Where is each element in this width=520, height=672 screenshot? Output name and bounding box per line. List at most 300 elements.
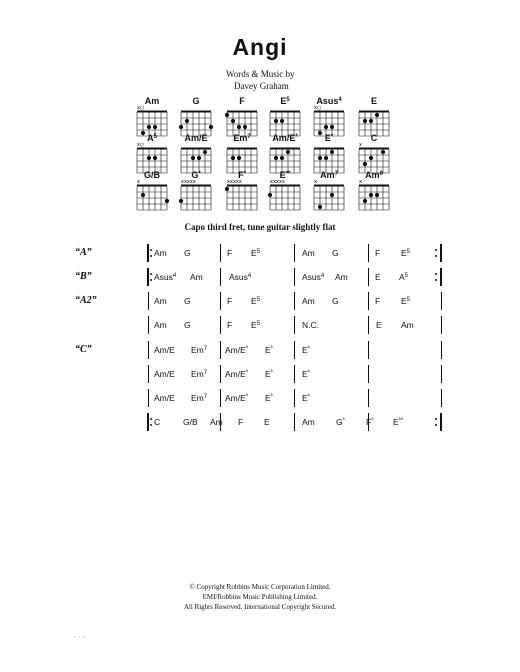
chord-root: Em [233,133,248,143]
barline [294,341,295,359]
section-label: “A” [75,247,92,258]
chord-symbol-root: G [184,296,191,306]
chord-root: Am [320,170,335,180]
chord-symbol [191,345,207,355]
chord-symbol [336,417,345,427]
repeat-dot [435,273,437,275]
chord-name [268,133,302,143]
chord-root: Am [365,170,380,180]
chord-symbol [227,248,232,258]
finger-dot [225,187,229,191]
repeat-start [147,268,151,286]
chord-symbol [210,417,223,427]
chord-symbol [375,296,380,306]
finger-dot [369,119,373,123]
chord-symbol [302,369,310,379]
chord-symbol-root: E [265,369,271,379]
finger-dot [330,125,334,129]
string-marks: x [137,179,140,185]
chord-symbol-root: Asus [229,272,248,282]
string-marks: xxxxx [227,179,242,185]
chord-symbol-root: E [376,320,382,330]
chord-symbol [191,369,207,379]
fretboard-nut [270,148,300,150]
chord-symbol-superscript: * [307,370,311,376]
barline [294,413,295,431]
finger-dot [369,193,373,197]
chord-root: Asus [316,96,339,106]
barline [220,365,221,383]
repeat-dot [435,418,437,420]
string-marks: x○ [314,105,322,111]
chord-symbol-root: F [375,248,381,258]
chord-symbol [264,417,270,427]
chord-root: E [280,96,287,106]
barline [294,389,295,407]
finger-dot [237,125,241,129]
repeat-dot [150,418,152,420]
chord-symbol-root: Am [154,296,167,306]
finger-dot [318,205,322,209]
chord-symbol-superscript: 5 [256,249,261,255]
chord-symbol-root: Am [401,320,414,330]
chord-symbol [251,320,260,330]
repeat-thick-line [440,413,442,431]
repeat-dot [150,279,152,281]
chord-superscript: * [198,171,201,177]
string-marks: x○ [137,105,145,111]
repeat-dot [150,255,152,257]
chord-symbol [366,417,374,427]
chord-symbol [183,417,198,427]
repeat-dot [150,424,152,426]
chord-symbol-root: F [366,417,372,427]
chord-symbol-superscript: * [245,346,249,352]
fretboard-nut [314,185,344,187]
chord-symbol-root: E [401,248,407,258]
finger-dot [231,119,235,123]
repeat-start [147,244,151,262]
barline [368,389,369,407]
finger-dot [243,125,247,129]
chord-symbol [265,345,273,355]
chord-symbol-root: Asus [154,272,173,282]
chord-symbol-root: Am [154,320,167,330]
repeat-thick-line [147,268,149,286]
finger-dot [375,193,379,197]
finger-dot [330,193,334,197]
chord-symbol [302,417,315,427]
string-marks: x [314,179,317,185]
fretboard-nut [359,148,389,150]
repeat-dot [435,255,437,257]
copyright-notice [0,582,520,612]
chord-symbol-root: Am [302,248,315,258]
chord-symbol [302,393,310,403]
finger-dot [179,199,183,203]
barline [220,268,221,286]
repeat-thick-line [147,413,149,431]
chord-symbol [401,320,414,330]
chord-symbol-superscript: 5 [256,297,261,303]
chord-symbol [375,272,381,282]
finger-dot [237,156,241,160]
chord-root: E [279,170,286,180]
chord-symbol [191,393,207,403]
credits-line: Words & Music by [226,69,295,79]
fretboard-nut [137,185,167,187]
chord-name [357,96,391,106]
finger-dot [324,156,328,160]
chord-symbol-root: Em [191,393,204,403]
barline [441,292,442,310]
string-marks: x [359,179,362,185]
barline [294,365,295,383]
chord-symbol [184,320,191,330]
chord-root: G [192,96,200,106]
chord-symbol-root: E [251,296,257,306]
barline [368,341,369,359]
finger-dot [324,125,328,129]
repeat-dot [150,273,152,275]
chord-symbol-root: E [393,417,399,427]
repeat-dot [150,249,152,251]
barline [148,341,149,359]
chord-symbol [375,248,380,258]
chord-symbol [302,272,324,282]
chord-symbol-root: F [227,320,233,330]
finger-dot [209,125,213,129]
chord-symbol [227,296,232,306]
section-label: “C” [75,344,92,355]
chord-symbol [332,248,339,258]
chord-symbol-superscript: 5 [256,321,261,327]
section-label: “B” [75,271,92,282]
chord-symbol [265,369,273,379]
chord-symbol-root: E [265,345,271,355]
fretboard-nut [359,185,389,187]
chord-name [225,133,259,143]
chord-symbol [401,296,410,306]
finger-dot [197,156,201,160]
chord-symbol-root: E [251,320,257,330]
chord-symbol-superscript: * [307,394,311,400]
repeat-start [147,413,151,431]
chord-symbol [335,272,348,282]
chord-root: Am/E [184,133,208,143]
chord-symbol-root: Asus [302,272,321,282]
chord-symbol-root: E [302,369,308,379]
chord-symbol [302,248,315,258]
chord-symbol-superscript: * [245,394,249,400]
finger-dot [381,150,385,154]
fretboard-nut [227,148,257,150]
finger-dot [141,193,145,197]
chord-symbol-superscript: * [245,370,249,376]
chord-symbol-root: E [264,417,270,427]
chord-symbol-root: Am/E [225,369,246,379]
chord-root: G [191,170,199,180]
chord-symbol-superscript: 7 [203,370,208,376]
fretboard-nut [314,148,344,150]
chord-symbol-superscript: ** [398,418,404,424]
repeat-thick-line [440,268,442,286]
chord-root: E [324,133,331,143]
chord-symbol [154,320,167,330]
chord-symbol [265,393,273,403]
chord-symbol [154,369,175,379]
finger-dot [179,125,183,129]
finger-dot [274,119,278,123]
chord-symbol-root: C [154,417,161,427]
chord-symbol-superscript: * [371,418,374,424]
repeat-end [438,413,442,431]
chord-symbol [154,248,167,258]
chord-symbol-root: E [375,272,381,282]
barline [148,292,149,310]
chord-symbol-root: Am [210,417,223,427]
finger-dot [225,113,229,117]
finger-dot [330,150,334,154]
repeat-thick-line [440,244,442,262]
chord-symbol-root: Am [190,272,203,282]
chord-name [225,96,259,106]
chord-symbol [154,417,160,427]
chord-symbol-root: F [227,248,233,258]
chord-symbol [225,369,248,379]
song-title: Angi [232,34,288,60]
string-marks: xxxxx [270,179,285,185]
chord-name [179,96,213,106]
chord-symbol [376,320,382,330]
chord-superscript: 7 [247,134,251,140]
finger-dot [191,156,195,160]
chord-symbol [332,296,339,306]
chord-root: E [370,96,377,106]
finger-dot [153,125,157,129]
finger-dot [185,119,189,123]
chord-symbol-root: E [302,345,308,355]
barline [220,389,221,407]
barline [294,268,295,286]
section-label: “A2” [75,295,97,306]
chord-superscript: * [295,134,298,140]
chord-symbol-root: F [375,296,381,306]
finger-dot [286,150,290,154]
chord-symbol [302,345,310,355]
chord-symbol-superscript: * [270,394,274,400]
fretboard-nut [181,111,211,113]
credits-line: Davey Graham [234,81,289,91]
chord-symbol [302,296,315,306]
chord-symbol [393,417,403,427]
finger-dot [153,156,157,160]
finger-dot [363,199,367,203]
chord-symbol [154,296,167,306]
chord-symbol-root: E [265,393,271,403]
chord-symbol-superscript: * [270,370,274,376]
chord-symbol-root: G [332,296,339,306]
chord-symbol [399,272,408,282]
capo-instruction: Capo third fret, tune guitar slightly flat [184,222,336,232]
chord-symbol-root: F [238,417,244,427]
barline [220,244,221,262]
chord-symbol [225,345,248,355]
chord-symbol [401,248,410,258]
copyright-line: EMI/Robbins Music Publishing Limited. [202,593,318,601]
song-credits [226,68,316,92]
fretboard-nut [227,111,257,113]
repeat-dot [435,279,437,281]
chord-symbol-superscript: * [270,346,274,352]
finger-dot [318,156,322,160]
barline [220,316,221,334]
chord-symbol-root: Em [191,345,204,355]
finger-dot [268,193,272,197]
chord-symbol-superscript: 4 [172,273,177,279]
chord-name [179,133,213,143]
finger-dot [147,125,151,129]
chord-symbol [229,272,251,282]
chord-name [357,170,391,180]
chord-symbol-root: A [399,272,405,282]
chord-superscript: 7 [334,171,338,177]
chord-symbol-superscript: * [342,418,345,424]
chord-symbol-root: Am/E [154,393,175,403]
copyright-line: All Rights Reserved. International Copyright Secured. [183,603,337,611]
chord-name [268,96,302,106]
chord-root: A [147,133,154,143]
chord-symbol-root: Am/E [154,345,175,355]
chord-symbol-superscript: 7 [203,394,208,400]
chord-symbol [184,248,191,258]
finger-dot [363,119,367,123]
chord-symbol [251,248,260,258]
repeat-dot [435,424,437,426]
string-marks: x○ [137,142,145,148]
chord-symbol [184,296,191,306]
chord-symbol-root: Em [191,369,204,379]
finger-dot [203,150,207,154]
chord-name [312,170,346,180]
barline [368,316,369,334]
chord-symbol [238,417,243,427]
chord-symbol-root: G [184,320,191,330]
barline [441,365,442,383]
chord-symbol-superscript: 5 [406,249,411,255]
chord-root: F [239,96,245,106]
chord-symbol-superscript: 4 [320,273,325,279]
chord-root: C [370,133,378,143]
copyright-line: © Copyright Robbins Music Corporation Limited. [189,583,331,591]
chord-symbol-superscript: * [307,346,311,352]
barline [148,365,149,383]
chord-superscript: 4 [338,97,342,103]
chord-symbol [227,320,232,330]
chord-symbol-root: G [332,248,339,258]
finger-dot [274,156,278,160]
fretboard-grid [357,180,391,212]
finger-dot [369,156,373,160]
finger-dot [280,156,284,160]
chord-symbol-root: G/B [183,417,198,427]
chord-superscript: * [243,171,246,177]
chord-symbol [225,393,248,403]
chord-symbol-root: G [336,417,343,427]
repeat-end [438,244,442,262]
page-mark: • • • [74,634,86,639]
barline [441,389,442,407]
string-marks: xxxxx [181,179,196,185]
chord-symbol-root: Am [302,296,315,306]
chord-symbol [302,320,319,330]
finger-dot [363,162,367,166]
chord-symbol [154,393,175,403]
fretboard-grid [179,180,213,212]
chord-symbol-superscript: 4 [247,273,252,279]
chord-symbol-root: N.C. [302,320,319,330]
chord-symbol-superscript: 5 [404,273,409,279]
fretboard-nut [181,148,211,150]
chord-symbol-superscript: 5 [406,297,411,303]
chord-symbol-root: E [401,296,407,306]
barline [220,341,221,359]
chord-name [312,133,346,143]
string-marks: x [359,142,362,148]
barline [368,292,369,310]
chord-superscript: 6 [379,171,383,177]
chord-name [135,170,169,180]
finger-dot [165,199,169,203]
fretboard-grid [225,180,259,212]
chord-root: G/B [143,170,160,180]
chord-name [357,133,391,143]
repeat-thick-line [147,244,149,262]
barline [294,244,295,262]
chord-symbol-root: Am/E [154,369,175,379]
chord-superscript: * [330,134,334,140]
chord-root: Am/E [272,133,296,143]
repeat-dot [435,249,437,251]
barline [441,316,442,334]
finger-dot [375,113,379,117]
fretboard-nut [359,111,389,113]
finger-dot [231,156,235,160]
chord-root: F [238,170,244,180]
barline [441,341,442,359]
barline [220,292,221,310]
chord-symbol-superscript: 7 [203,346,208,352]
barline [368,365,369,383]
fretboard-grid [135,180,169,212]
chord-symbol-root: Am [154,248,167,258]
chord-symbol-root: Am [302,417,315,427]
chord-symbol-root: E [302,393,308,403]
chord-superscript: ** [285,171,291,177]
chord-symbol [154,345,175,355]
chord-symbol [190,272,203,282]
chord-root: Am [144,96,160,106]
chord-symbol-root: Am [335,272,348,282]
barline [294,316,295,334]
chord-symbol [251,296,260,306]
finger-dot [280,119,284,123]
chord-symbol [154,272,176,282]
repeat-end [438,268,442,286]
barline [148,316,149,334]
fretboard-grid [268,180,302,212]
barline [368,268,369,286]
